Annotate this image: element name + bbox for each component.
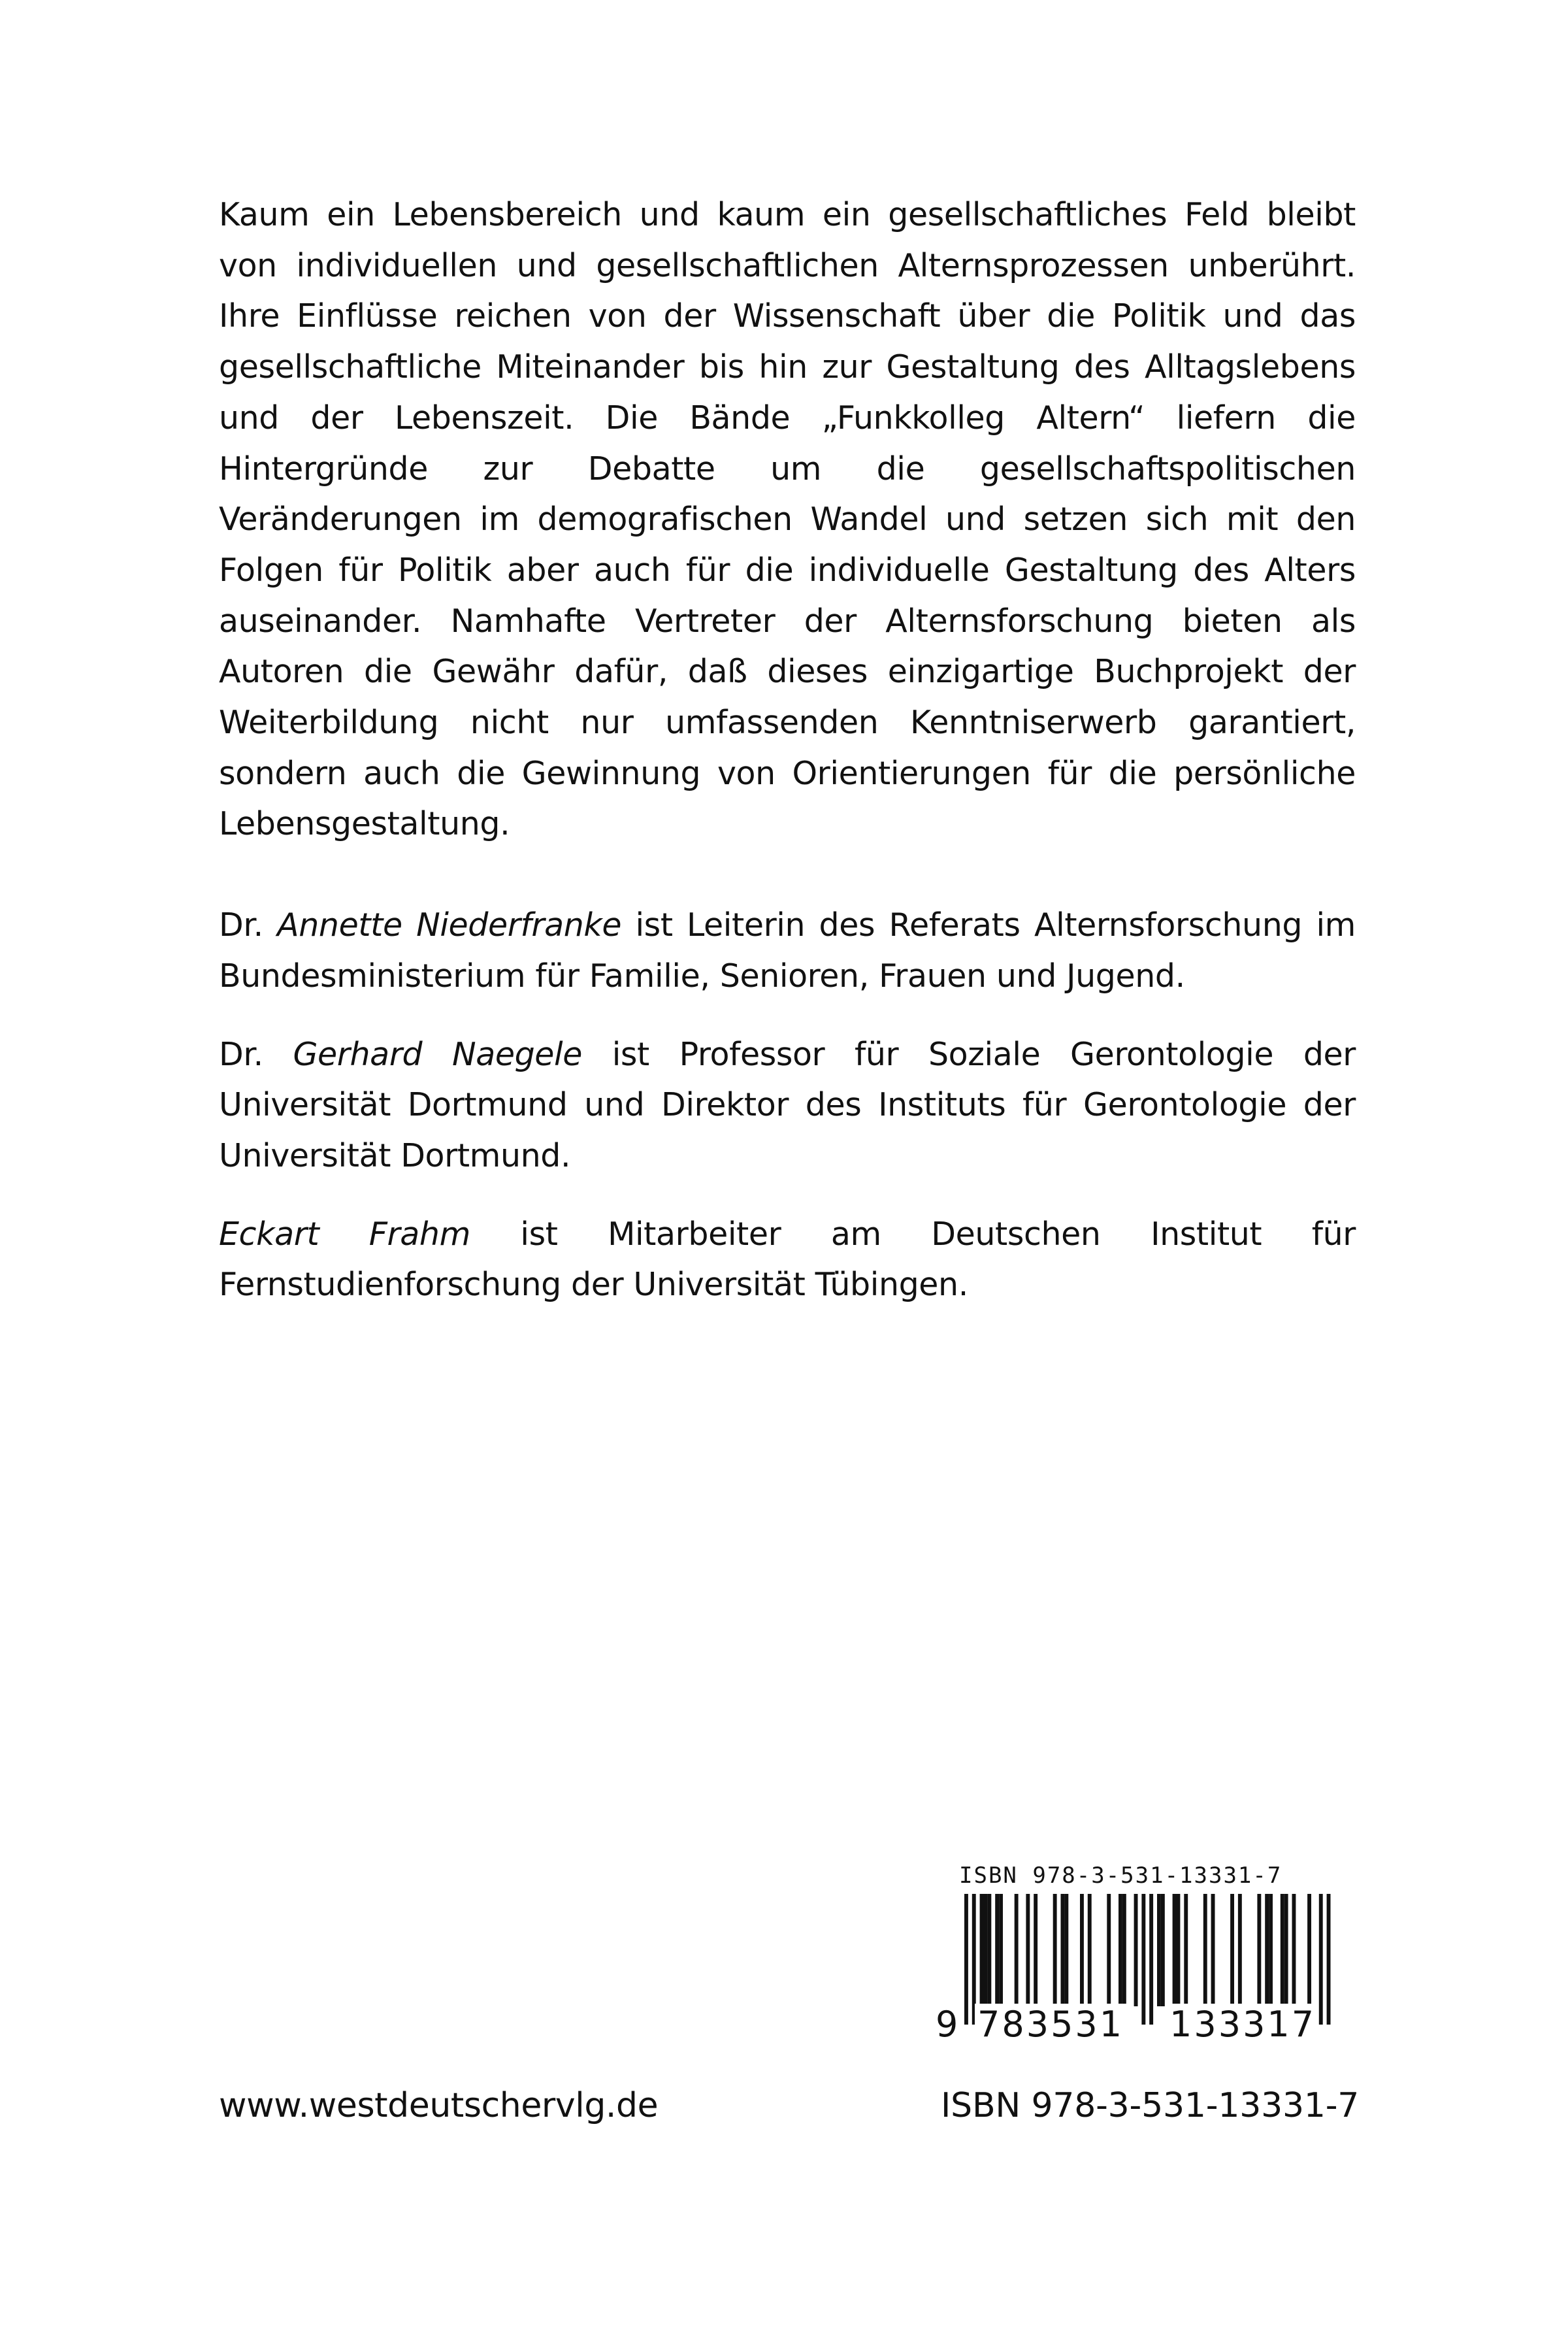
barcode-isbn-label: ISBN 978-3-531-13331-7 [959, 1863, 1282, 1889]
author-bio-frahm [219, 1209, 1356, 1310]
barcode-digit-first: 9 [936, 2004, 958, 2045]
isbn-text: ISBN 978-3-531-13331-7 [941, 2086, 1360, 2125]
barcode-bar [1134, 1894, 1138, 2006]
author-bio-naegele [219, 1029, 1356, 1182]
barcode-bar [1157, 1894, 1161, 2006]
barcode-bar [1184, 1894, 1188, 2006]
barcode-bar [1061, 1894, 1065, 2006]
barcode-bar [984, 1894, 988, 2006]
barcode-digit-group-right: 133317 [1167, 2004, 1318, 2045]
barcode-bar [1269, 1894, 1273, 2006]
blurb-text [219, 190, 1356, 1338]
author-name: Annette Niederfranke [277, 906, 622, 944]
barcode-bar [1281, 1894, 1284, 2006]
barcode-bar [1107, 1894, 1111, 2006]
barcode-digit-group-left: 783531 [975, 2004, 1126, 2045]
barcode-bar [995, 1894, 999, 2006]
barcode-bar [1173, 1894, 1177, 2006]
author-name: Gerhard Naegele [293, 1035, 583, 1073]
barcode-bar [1015, 1894, 1019, 2006]
barcode-bar [1064, 1894, 1068, 2006]
barcode-bar [1265, 1894, 1269, 2006]
barcode-bar [1080, 1894, 1084, 2006]
description-paragraph: Kaum ein Lebensbereich und kaum ein gesellschaftliches Feld bleibt von individuellen und gesellschaftlichen Alternsprozessen unberührt. Ihre Einflüsse reichen von der Wissenschaft über die Politik und das gesellschaftliche Miteinander bis hin zur Gestaltung des Alltagslebens und der Lebenszeit. Die Bände „Funkkolleg Altern“ liefern die Hintergründe zur Debatte um die gesellschaftspolitischen Veränderungen im demografischen Wandel und setzen sich mit den Folgen für Politik aber auch für die individuelle Gestaltung des Alters auseinander. Namhafte Vertreter der Alternsforschung bieten als Autoren die Gewähr dafür, daß dieses einzigartige Buchprojekt der Weiterbildung nicht nur umfassenden Kenntniserwerb garantiert, sondern auch die Gewinnung von Orientierungen für die persönliche Lebensgestaltung. [219, 196, 1356, 843]
isbn-barcode [936, 1863, 1360, 2059]
barcode-bar [1034, 1894, 1037, 2006]
barcode-bar [980, 1894, 984, 2006]
barcode-bar [1177, 1894, 1181, 2006]
barcode-bar [1203, 1894, 1207, 2006]
publisher-website: www.westdeutschervlg.de [219, 2086, 659, 2125]
barcode-bar [1122, 1894, 1126, 2006]
author-title: Dr. [219, 1035, 293, 1073]
barcode-bar [1307, 1894, 1311, 2006]
barcode-bar [1292, 1894, 1296, 2006]
barcode-bar [1238, 1894, 1242, 2006]
barcode-bar [1211, 1894, 1215, 2006]
author-bio: ist Leiterin des Referats Alternsforschung im Bundesministerium für Familie, Senioren, Frauen und Jugend. [219, 906, 1356, 995]
author-title: Dr. [219, 906, 278, 944]
barcode-bar [1088, 1894, 1092, 2006]
barcode-bar [1119, 1894, 1122, 2006]
author-name: Eckart Frahm [219, 1215, 470, 1253]
barcode-bar [1053, 1894, 1057, 2006]
barcode-bar [1284, 1894, 1288, 2006]
barcode-bar [1257, 1894, 1261, 2006]
barcode-bar [1161, 1894, 1165, 2006]
author-bio-niederfranke [219, 900, 1356, 1001]
barcode-digits [936, 2004, 1360, 2049]
author-bio: ist Mitarbeiter am Deutschen Institut für Fernstudienforschung der Universität Tübingen. [219, 1215, 1356, 1304]
barcode-bar [1026, 1894, 1030, 2006]
author-bio: ist Professor für Soziale Gerontologie der Universität Dortmund und Direktor des Instituts für Gerontologie der Universität Dortmund. [219, 1035, 1356, 1174]
barcode-bar [999, 1894, 1003, 2006]
barcode-bar [987, 1894, 991, 2006]
barcode-bar [1230, 1894, 1234, 2006]
